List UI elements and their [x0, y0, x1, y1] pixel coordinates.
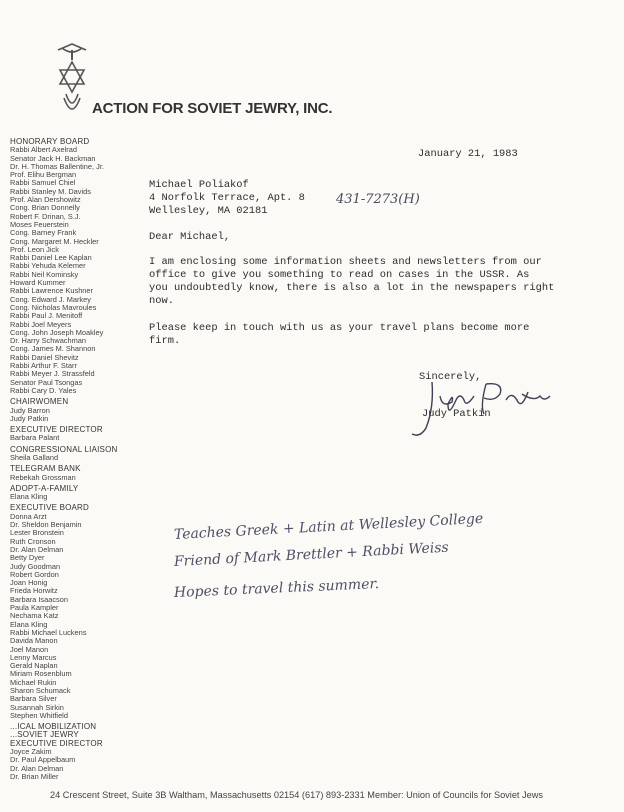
sidebar-heading: HONORARY BOARD [10, 137, 90, 146]
sidebar-name: Rabbi Daniel Shevitz [10, 352, 79, 362]
sidebar-name: Stephen Whitfield [10, 710, 68, 720]
sidebar-heading: TELEGRAM BANK [10, 464, 81, 474]
sidebar-name: Robert F. Drinan, S.J. [10, 211, 81, 221]
body-line: you undoubtedly know, there is also a lot in the newspapers right [149, 282, 555, 294]
sidebar-name: Rabbi Cary D. Yales [10, 385, 77, 395]
sidebar-name: Rabbi Albert Axelrad [10, 145, 77, 155]
sidebar-heading: ...ICAL MOBILIZATION [10, 722, 97, 732]
handwritten-phone-number: 431-7273(H) [336, 192, 420, 207]
sidebar-name: Nechama Katz [10, 611, 59, 621]
sidebar-name: Sharon Schumack [10, 686, 71, 695]
body-line: office to give you something to read on cases in the USSR. As [149, 269, 530, 281]
sidebar-name: Rabbi Daniel Lee Kaplan [10, 253, 92, 263]
sidebar-name: Joyce Zakim [10, 747, 52, 757]
sidebar-name: Cong. Barney Frank [10, 228, 77, 238]
sidebar-name: Joel Manon [10, 644, 49, 654]
sidebar-name: Elana Kling [10, 619, 48, 629]
sidebar-name: Susannah Sirkin [10, 702, 64, 712]
sidebar-name: Rabbi Stanley M. Davids [10, 186, 91, 196]
sidebar-name: Miriam Rosenblum [10, 669, 72, 679]
salutation: Dear Michael, [149, 231, 231, 243]
sidebar-name: Senator Jack H. Backman [10, 153, 96, 163]
recipient-line: Wellesley, MA 02181 [149, 205, 268, 217]
body-line: I am enclosing some information sheets and newsletters from our [149, 256, 542, 268]
board-member-sidebar [10, 138, 150, 781]
body-line: now. [149, 295, 174, 307]
sidebar-name: Davida Manon [10, 636, 58, 646]
sidebar-heading: EXECUTIVE DIRECTOR [10, 738, 103, 748]
sidebar-name: Rabbi Yehuda Kelemer [10, 261, 86, 271]
sidebar-name: Barbara Palant [10, 433, 60, 443]
sidebar-name: Dr. Paul Appelbaum [10, 755, 76, 765]
body-line: Please keep in touch with us as your travel plans become more [149, 322, 530, 334]
sidebar-name: Cong. John Joseph Moakley [10, 327, 104, 337]
sidebar-name: Judy Barron [10, 405, 50, 415]
sidebar-name: Rabbi Joel Meyers [10, 319, 72, 329]
sidebar-name: Frieda Horwitz [10, 586, 58, 596]
sidebar-name: Prof. Leon Jick [10, 244, 59, 254]
sidebar-name: Rabbi Meyer J. Strassfeld [10, 369, 95, 379]
sidebar-name: Dr. Alan Delman [10, 763, 64, 773]
sidebar-name: Rabbi Paul J. Menitoff [10, 311, 83, 321]
handwritten-note-line: Teaches Greek + Latin at Wellesley College [173, 510, 484, 543]
sidebar-name: Elana Kling [10, 492, 48, 502]
sidebar-heading: EXECUTIVE BOARD [10, 503, 90, 513]
sidebar-name: Barbara Isaacson [10, 594, 68, 604]
sidebar-name: Rabbi Michael Luckens [10, 627, 87, 637]
sidebar-name: Cong. Brian Donnelly [10, 203, 80, 213]
sidebar-name: Dr. Alan Delman [10, 544, 64, 554]
sidebar-name: Prof. Elihu Bergman [10, 170, 77, 180]
signer-name: Judy Patkin [422, 408, 491, 420]
body-line: firm. [149, 335, 181, 347]
sidebar-name: Dr. Harry Schwachman [10, 336, 86, 346]
sidebar-name: Dr. Sheldon Benjamin [10, 520, 82, 530]
sidebar-name: Sheila Galland [10, 452, 59, 462]
sidebar-name: Paula Kampler [10, 603, 59, 613]
sidebar-name: Rabbi Neil Kominsky [10, 269, 79, 279]
sidebar-heading: ADOPT-A-FAMILY [10, 483, 79, 493]
sidebar-name: Robert Gordon [10, 569, 59, 579]
sidebar-name: Lenny Marcus [10, 652, 57, 662]
sidebar-name: Gerald Naplan [10, 661, 58, 671]
body-paragraph [149, 322, 579, 348]
sidebar-name: Donna Arzt [10, 511, 47, 521]
sidebar-name: Lester Bronstein [10, 528, 64, 538]
sidebar-heading: EXECUTIVE DIRECTOR [10, 425, 103, 435]
star-of-david-menorah-logo-icon [52, 42, 92, 120]
letter-date: January 21, 1983 [418, 148, 518, 160]
closing: Sincerely, [419, 371, 482, 383]
organization-name: ACTION FOR SOVIET JEWRY, INC. [92, 100, 333, 117]
sidebar-name: Howard Kummer [10, 278, 66, 288]
body-paragraph [149, 256, 579, 308]
letterhead-footer: 24 Crescent Street, Suite 3B Waltham, Massachusetts 02154 (617) 893-2331 Member: Union of Councils for Soviet Jews [50, 790, 543, 800]
sidebar-name: Barbara Silver [10, 694, 57, 704]
sidebar-name: Dr. Brian Miller [10, 771, 59, 781]
sidebar-heading: CONGRESSIONAL LIAISON [10, 444, 118, 454]
sidebar-name: Rabbi Arthur F. Starr [10, 361, 77, 371]
sidebar-name: Rabbi Lawrence Kushner [10, 286, 93, 296]
sidebar-name: Senator Paul Tsongas [10, 377, 83, 387]
sidebar-name: Rebekah Grossman [10, 472, 76, 482]
sidebar-name: Cong. James M. Shannon [10, 344, 96, 354]
recipient-line: 4 Norfolk Terrace, Apt. 8 [149, 192, 305, 204]
handwritten-note-line: Friend of Mark Brettler + Rabbi Weiss [173, 539, 450, 570]
sidebar-name: Cong. Nicholas Mavroules [10, 302, 97, 312]
sidebar-name: Judy Goodman [10, 561, 61, 571]
sidebar-name: Ruth Cronson [10, 536, 56, 546]
sidebar-heading: CHAIRWOMEN [10, 397, 69, 407]
sidebar-name: Rabbi Samuel Chiel [10, 178, 76, 188]
sidebar-name: Betty Dyer [10, 553, 45, 563]
sidebar-name: Judy Patkin [10, 413, 49, 423]
sidebar-name: Cong. Edward J. Markey [10, 294, 91, 304]
sidebar-name: Cong. Margaret M. Heckler [10, 236, 99, 246]
sidebar-heading: ...SOVIET JEWRY [10, 730, 79, 740]
sidebar-name: Michael Rukin [10, 677, 57, 687]
recipient-line: Michael Poliakof [149, 179, 249, 191]
sidebar-name: Moses Feuerstein [10, 219, 69, 229]
sidebar-name: Joan Honig [10, 578, 48, 588]
sidebar-name: Dr. H. Thomas Ballentine, Jr. [10, 161, 104, 171]
recipient-address [149, 179, 305, 218]
sidebar-name: Prof. Alan Dershowitz [10, 195, 81, 205]
handwritten-note-line: Hopes to travel this summer. [173, 576, 380, 601]
